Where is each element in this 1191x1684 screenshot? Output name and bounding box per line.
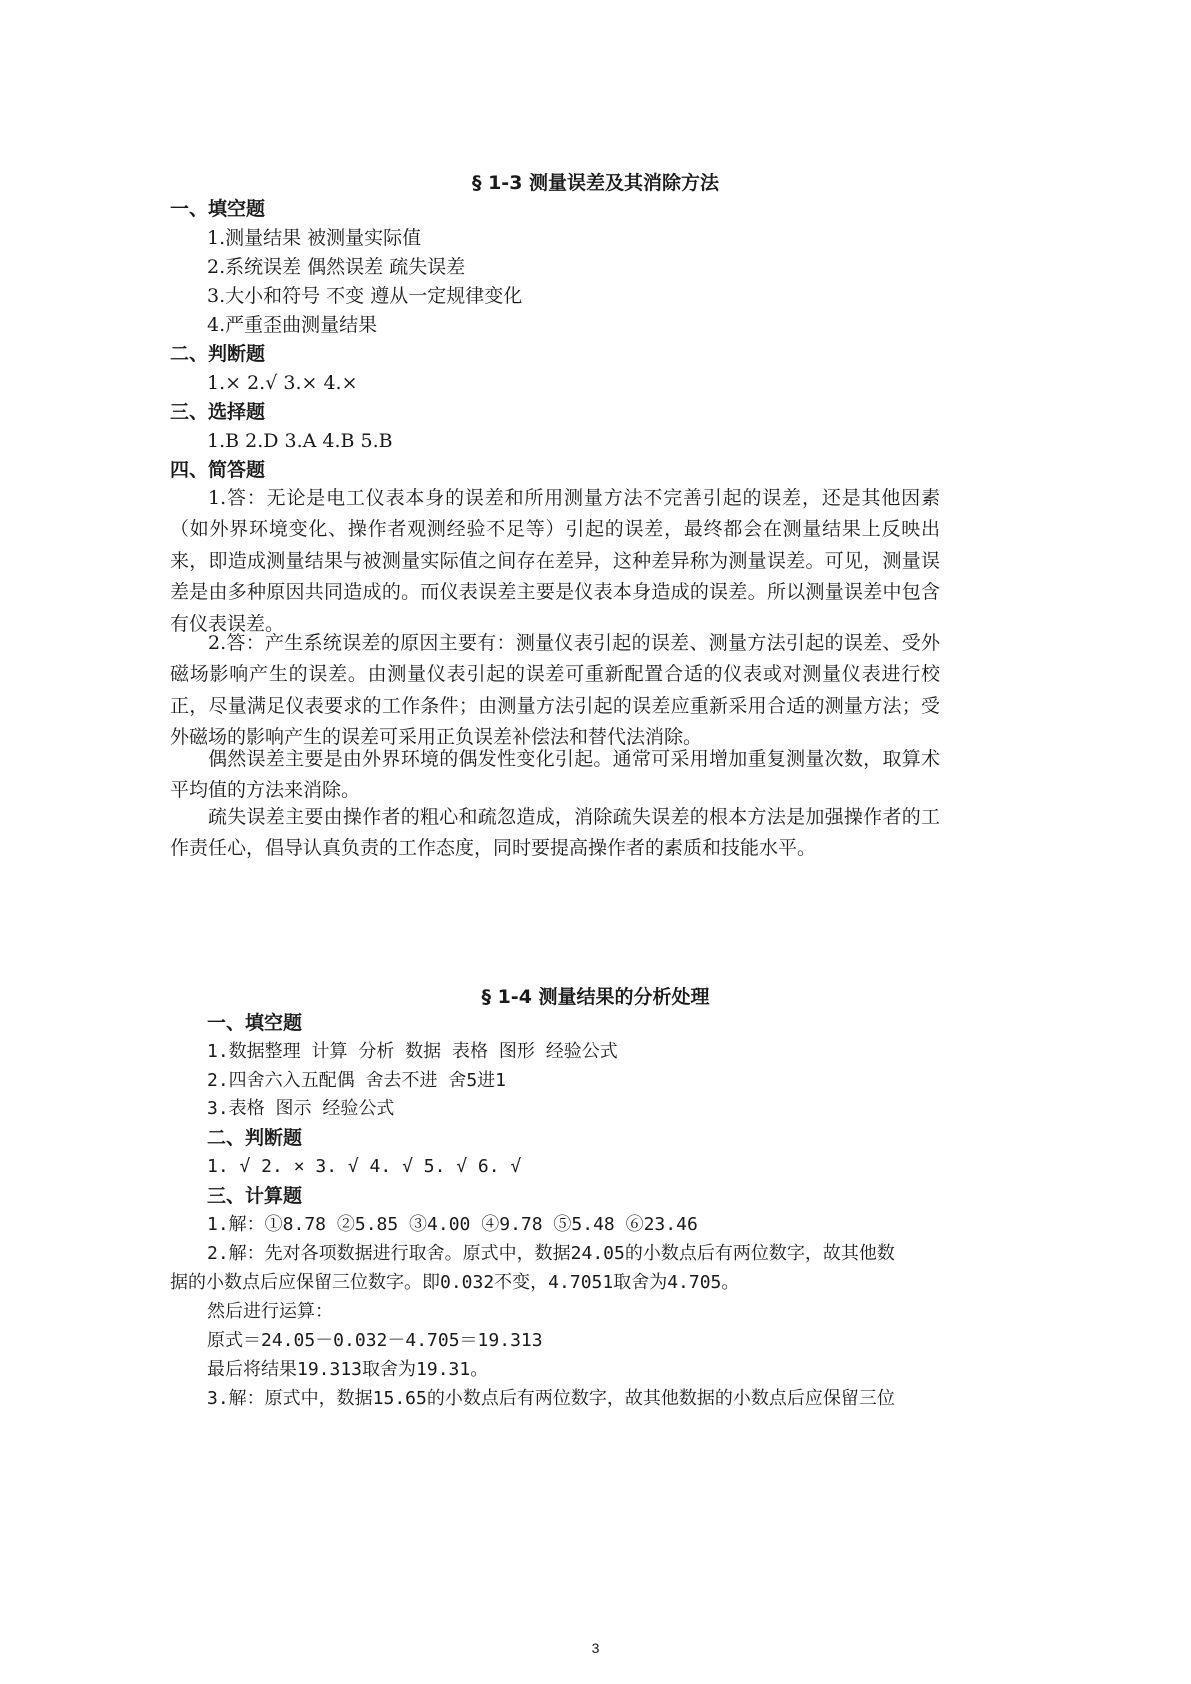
calc-answer-2-line-2: 据的小数点后应保留三位数字。即0.032不变，4.7051取舍为4.705。 [170,1272,740,1293]
short-answer-2-random: 偶然误差主要是由外界环境的偶发性变化引起。通常可采用增加重复测量次数，取算术平均值的方法来消除。 [170,748,940,802]
calc-answer-2-line-3: 然后进行运算： [207,1301,333,1322]
choice-answers: 1.B 2.D 3.A 4.B 5.B [207,430,393,452]
short-answer-heading: 四、简答题 [170,459,266,481]
short-answer-2: 2.答：产生系统误差的原因主要有：测量仪表引起的误差、测量方法引起的误差、受外磁场影响产生的误差。由测量仪表引起的误差可重新配置合适的仪表或对测量仪表进行校正，尽量满足仪表要求的工作条件；由测量方法引起的误差应重新采用合适的测量方法；受外磁场的影响产生的误差可采用正负误差补偿法和替代法消除。 [170,632,940,749]
fill-answer-4: 4.严重歪曲测量结果 [207,314,378,336]
calc-answer-2-line-5: 最后将结果19.313取舍为19.31。 [207,1359,489,1380]
short-answer-1: 1.答：无论是电工仪表本身的误差和所用测量方法不完善引起的误差，还是其他因素（如外界环境变化、操作者观测经验不足等）引起的误差，最终都会在测量结果上反映出来，即造成测量结果与被测量实际值之间存在差异，这种差异称为测量误差。可见，测量误差是由多种原因共同造成的。而仪表误差主要是仪表本身造成的误差。所以测量误差中包含有仪表误差。 [170,487,940,635]
choice-heading: 三、选择题 [170,401,266,423]
calc-answer-3-line-1: 3.解：原式中，数据15.65的小数点后有两位数字，故其他数据的小数点后应保留三位 [207,1388,895,1409]
judge-answers: 1.× 2.√ 3.× 4.× [207,372,358,394]
fill-answer-2: 2.系统误差 偶然误差 疏失误差 [207,256,466,278]
short-answer-2-blunder: 疏失误差主要由操作者的粗心和疏忽造成，消除疏失误差的根本方法是加强操作者的工作责任心，倡导认真负责的工作态度，同时要提高操作者的素质和技能水平。 [170,806,940,860]
calc-answer-2-line-1: 2.解：先对各项数据进行取舍。原式中，数据24.05的小数点后有两位数字，故其他数 [207,1243,895,1264]
fill2-answer-1: 1.数据整理 计算 分析 数据 表格 图形 经验公式 [207,1041,618,1062]
page-number: 3 [591,1640,600,1656]
fill-answer-3: 3.大小和符号 不变 遵从一定规律变化 [207,285,523,307]
section-title-1-4: § 1-4 测量结果的分析处理 [481,986,710,1008]
fill-heading: 一、填空题 [170,198,266,220]
fill-heading-2: 一、填空题 [207,1012,303,1034]
calc-heading: 三、计算题 [207,1185,303,1207]
calc-answer-2-line-4: 原式＝24.05－0.032－4.705＝19.313 [207,1330,543,1351]
calc-answer-1: 1.解：①8.78 ②5.85 ③4.00 ④9.78 ⑤5.48 ⑥23.46 [207,1214,698,1235]
judge2-answers: 1. √ 2. × 3. √ 4. √ 5. √ 6. √ [207,1156,522,1177]
fill2-answer-3: 3.表格 图示 经验公式 [207,1098,395,1119]
judge-heading: 二、判断题 [170,343,266,365]
fill-answer-1: 1.测量结果 被测量实际值 [207,227,422,249]
section-title-1-3: § 1-3 测量误差及其消除方法 [471,172,720,194]
judge-heading-2: 二、判断题 [207,1127,303,1149]
fill2-answer-2: 2.四舍六入五配偶 舍去不进 舍5进1 [207,1070,507,1091]
